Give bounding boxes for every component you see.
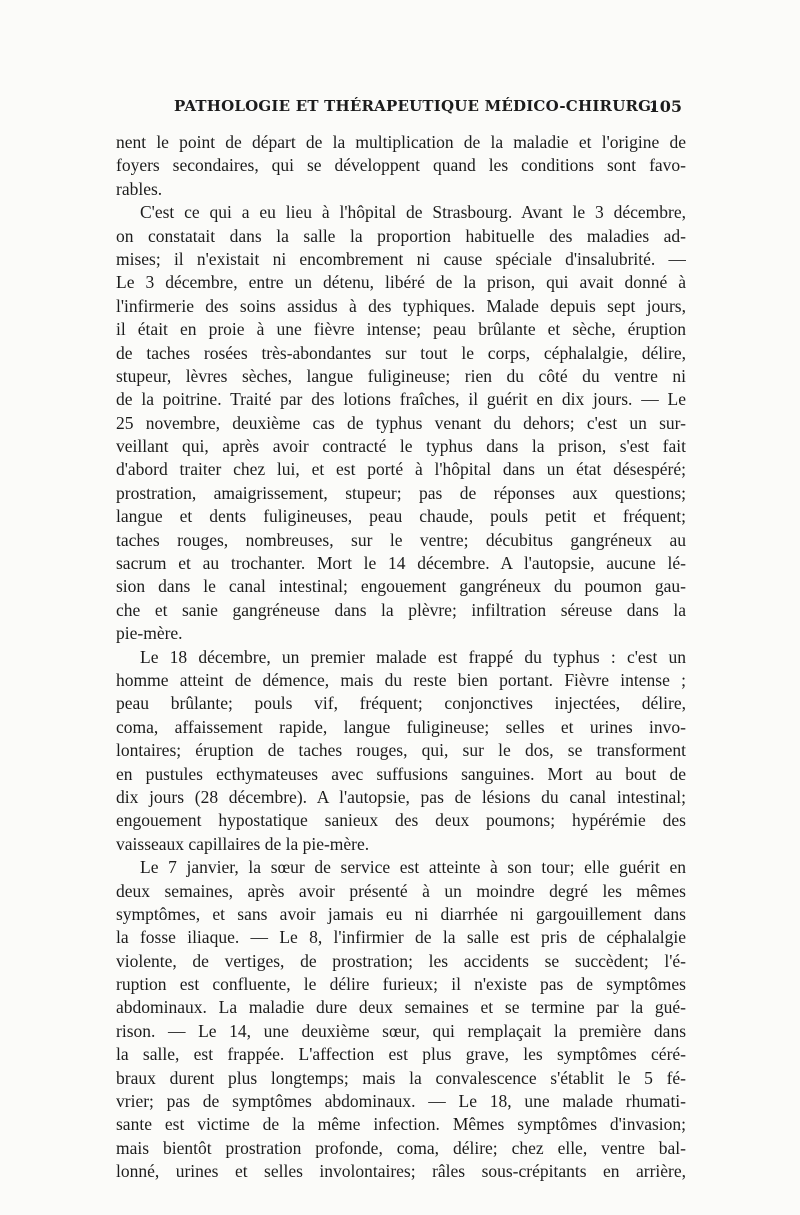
paragraph-start-line: Le 18 décembre, un premier malade est frappé du typhus : c'est un: [140, 646, 686, 667]
text-line: en pustules ecthymateuses avec suffusions sanguines. Mort au bout de: [116, 763, 686, 784]
text-line: la salle, est frappée. L'affection est plus grave, les symptômes céré-: [116, 1044, 686, 1065]
text-line: stupeur, lèvres sèches, langue fuligineuse; rien du côté du ventre ni: [116, 365, 686, 386]
text-line: Le 3 décembre, entre un détenu, libéré de la prison, qui avait donné à: [116, 272, 686, 293]
text-line: symptômes, et sans avoir jamais eu ni diarrhée ni gargouillement dans: [116, 903, 686, 924]
paragraph-start-line: C'est ce qui a eu lieu à l'hôpital de Strasbourg. Avant le 3 décembre,: [140, 202, 686, 223]
text-line: dix jours (28 décembre). A l'autopsie, pas de lésions du canal intestinal;: [116, 786, 686, 807]
text-line: rables.: [116, 178, 163, 199]
text-line: foyers secondaires, qui se développent quand les conditions sont favo-: [116, 155, 686, 176]
text-line: taches rouges, nombreuses, sur le ventre; décubitus gangréneux au: [116, 529, 686, 550]
text-line: 25 novembre, deuxième cas de typhus venant du dehors; c'est un sur-: [116, 412, 686, 433]
body-text: [116, 131, 686, 1184]
text-line: rison. — Le 14, une deuxième sœur, qui remplaçait la première dans: [116, 1020, 686, 1041]
text-line: veillant qui, après avoir contracté le typhus dans la prison, s'est fait: [116, 436, 686, 457]
text-line: pie-mère.: [116, 623, 183, 644]
page-number: 105: [648, 97, 682, 116]
paragraph-start-line: Le 7 janvier, la sœur de service est atteinte à son tour; elle guérit en: [140, 857, 686, 878]
text-line: l'infirmerie des soins assidus à des typhiques. Malade depuis sept jours,: [116, 295, 686, 316]
text-line: deux semaines, après avoir présenté à un moindre degré les mêmes: [116, 880, 686, 901]
text-line: sion dans le canal intestinal; engouement gangréneux du poumon gau-: [116, 576, 686, 597]
text-line: d'abord traiter chez lui, et est porté à l'hôpital dans un état désespéré;: [116, 459, 686, 480]
running-head: PATHOLOGIE ET THÉRAPEUTIQUE MÉDICO-CHIRURG.: [174, 97, 657, 115]
text-line: lonné, urines et selles involontaires; râles sous-crépitants en arrière,: [116, 1161, 686, 1182]
text-line: de la poitrine. Traité par des lotions fraîches, il guérit en dix jours. — Le: [116, 389, 686, 410]
text-line: peau brûlante; pouls vif, fréquent; conjonctives injectées, délire,: [116, 693, 686, 714]
text-line: vrier; pas de symptômes abdominaux. — Le 18, une malade rhumati-: [116, 1091, 686, 1112]
text-line: ruption est confluente, le délire furieux; il n'existe pas de symptômes: [116, 974, 686, 995]
text-line: engouement hypostatique sanieux des deux poumons; hypérémie des: [116, 810, 686, 831]
text-line: il était en proie à une fièvre intense; peau brûlante et sèche, éruption: [116, 319, 686, 340]
text-line: sacrum et au trochanter. Mort le 14 décembre. A l'autopsie, aucune lé-: [116, 553, 686, 574]
text-line: abdominaux. La maladie dure deux semaines et se termine par la gué-: [116, 997, 686, 1018]
text-line: lontaires; éruption de taches rouges, qui, sur le dos, se transforment: [116, 740, 686, 761]
text-line: coma, affaissement rapide, langue fuligineuse; selles et urines invo-: [116, 716, 686, 737]
text-line: nent le point de départ de la multiplication de la maladie et l'origine de: [116, 132, 686, 152]
text-line: violente, de vertiges, de prostration; les accidents se succèdent; l'é-: [116, 950, 686, 971]
text-line: homme atteint de démence, mais du reste bien portant. Fièvre intense ;: [116, 669, 686, 690]
text-line: braux durent plus longtemps; mais la convalescence s'établit le 5 fé-: [116, 1067, 686, 1088]
text-line: la fosse iliaque. — Le 8, l'infirmier de la salle est pris de céphalalgie: [116, 927, 686, 948]
text-line: de taches rosées très-abondantes sur tout le corps, céphalalgie, délire,: [116, 342, 686, 363]
text-line: langue et dents fuligineuses, peau chaude, pouls petit et fréquent;: [116, 506, 686, 527]
text-line: mais bientôt prostration profonde, coma, délire; chez elle, ventre bal-: [116, 1137, 686, 1158]
text-line: che et sanie gangréneuse dans la plèvre; infiltration séreuse dans la: [116, 599, 686, 620]
text-line: mises; il n'existait ni encombrement ni cause spéciale d'insalubrité. —: [116, 248, 686, 269]
text-line: prostration, amaigrissement, stupeur; pas de réponses aux questions;: [116, 482, 686, 503]
page-header: [116, 97, 686, 125]
text-line: on constatait dans la salle la proportion habituelle des maladies ad-: [116, 225, 686, 246]
text-line: vaisseaux capillaires de la pie-mère.: [116, 833, 370, 854]
text-line: sante est victime de la même infection. Mêmes symptômes d'invasion;: [116, 1114, 686, 1135]
